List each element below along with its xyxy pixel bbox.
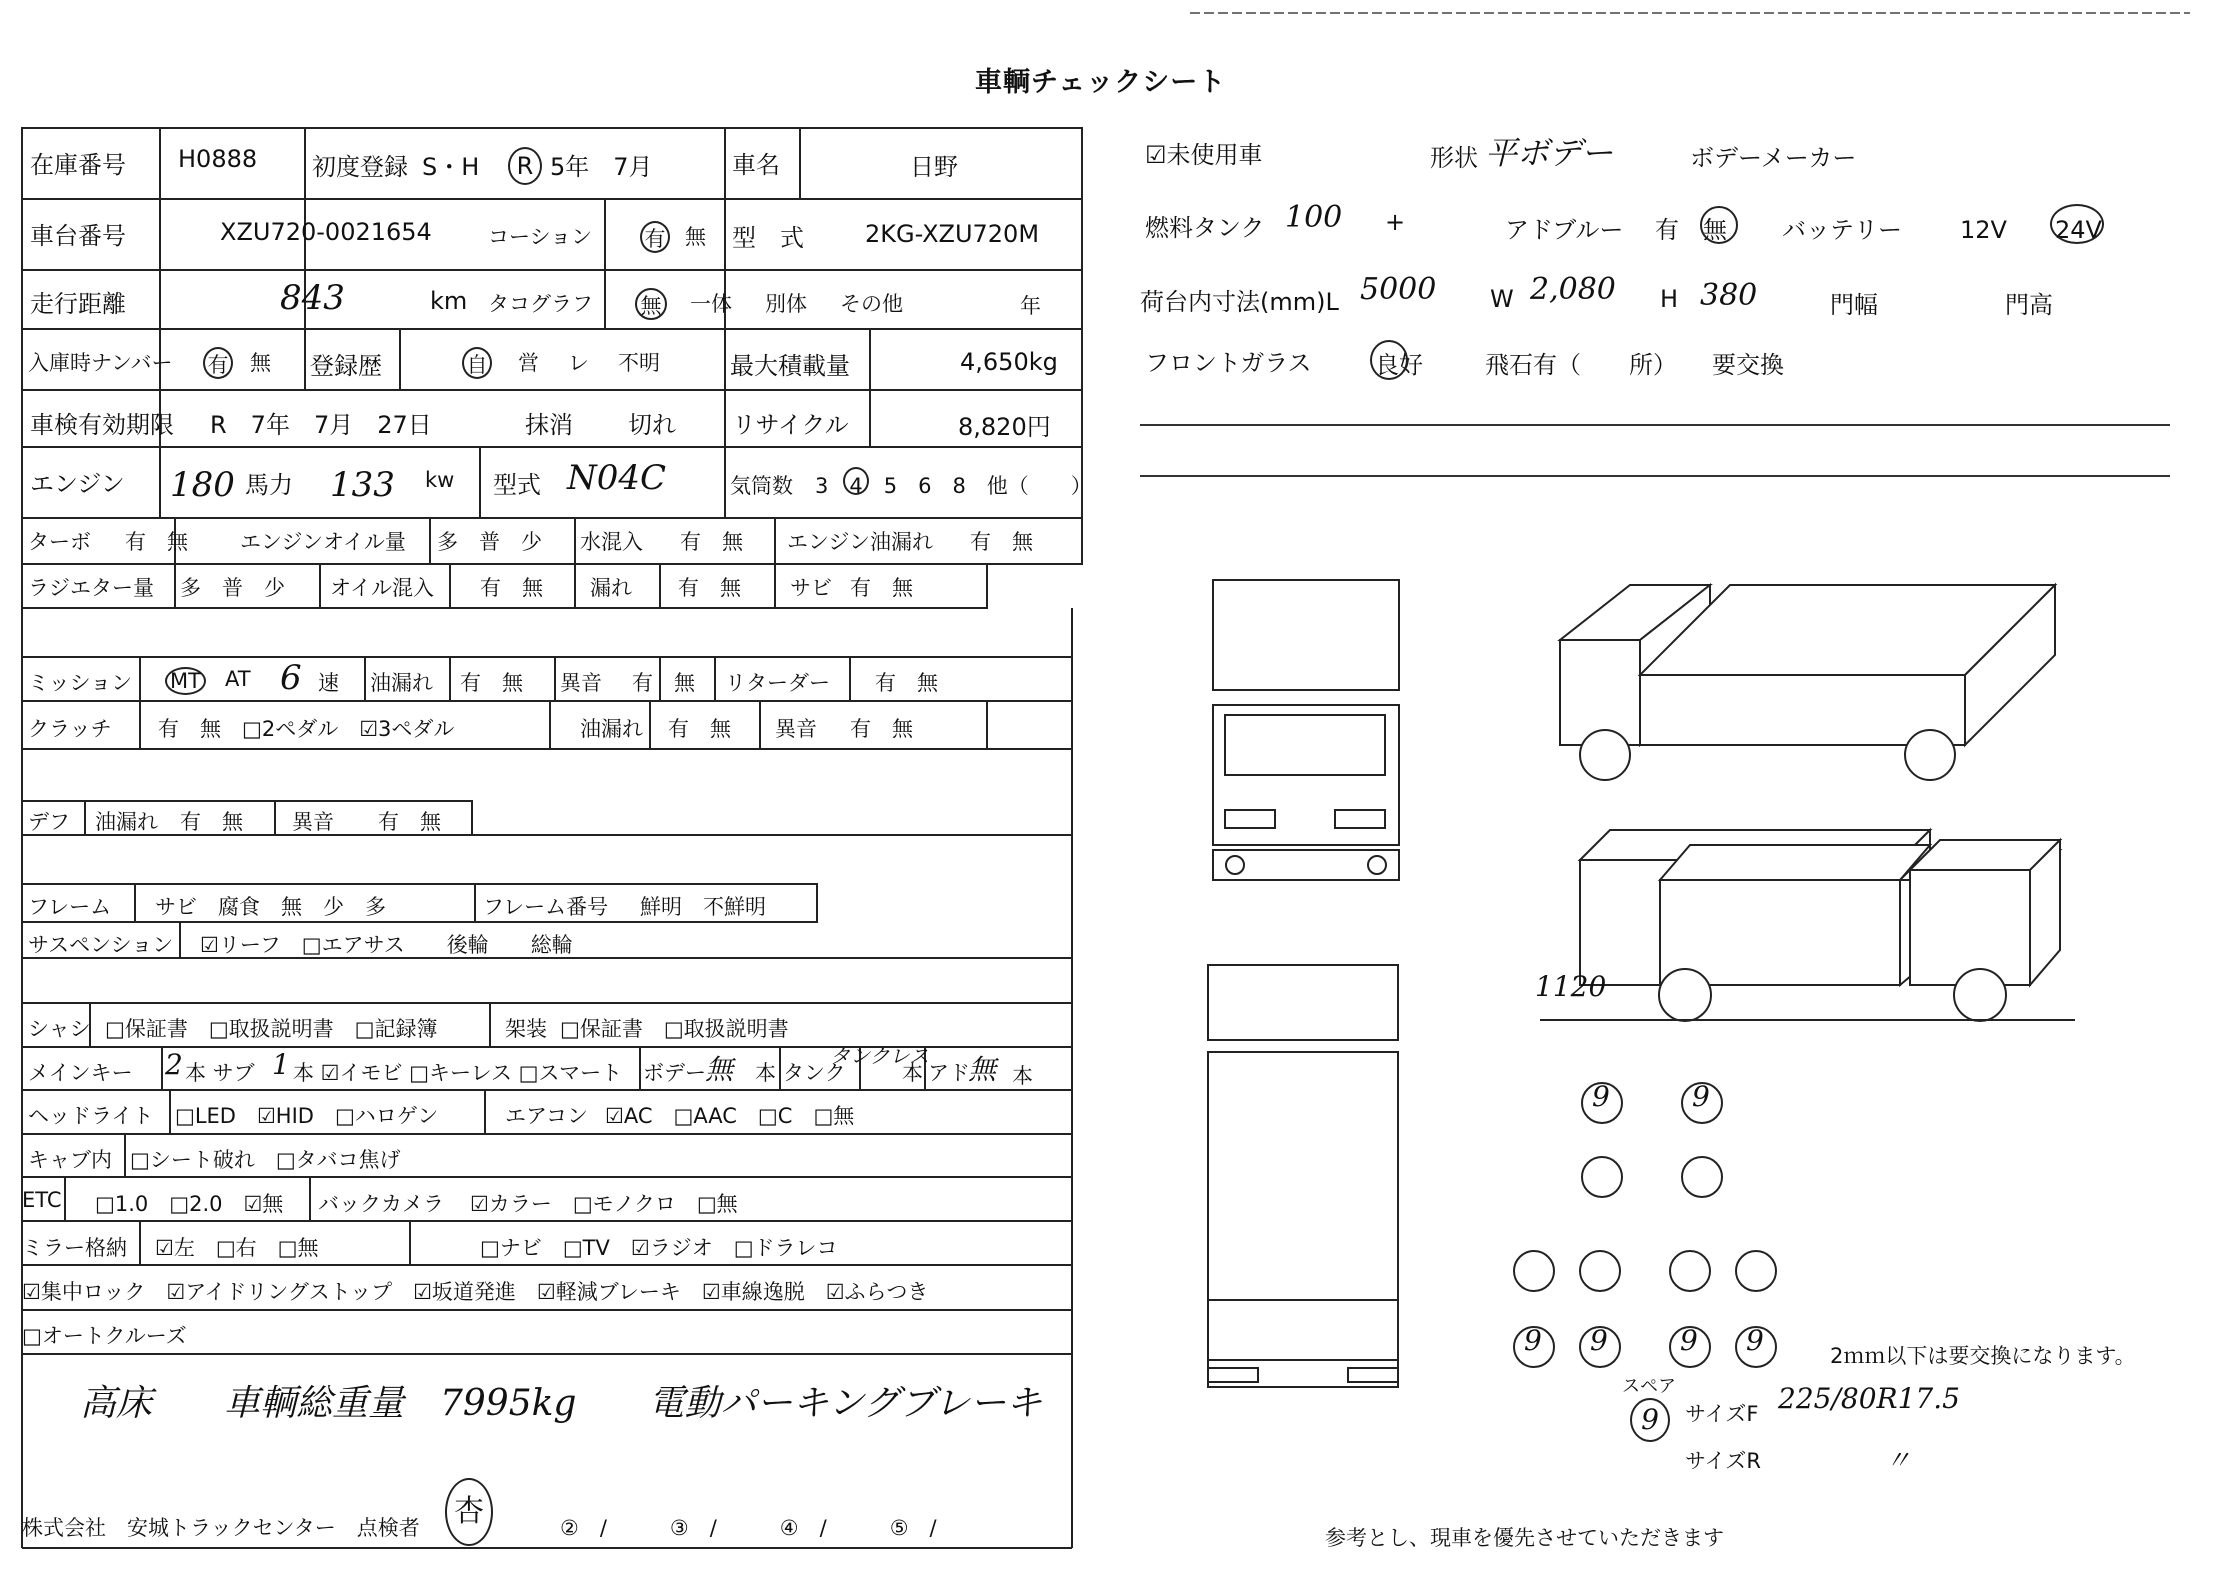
inspection-label: 車検有効期限 [30,411,174,439]
tachograph-other: その他 [840,292,903,316]
oil-mix-label: オイル混入 [330,576,434,600]
radiator-label: ラジエター量 [28,576,154,600]
cylinders-options: 3 4 5 6 8 他（ ） [815,474,1092,498]
first-reg-era: S・H [422,153,480,181]
adblue-options: 有 無 [1655,216,1727,244]
frame-options: サビ 腐食 無 少 多 [155,895,386,919]
tank-key-label: タンク [783,1061,846,1085]
back-camera-label: バックカメラ [318,1192,444,1216]
cab-options: □シート破れ □タバコ焦げ [130,1148,401,1172]
car-name-value: 日野 [910,153,958,181]
cylinder-4-circle [843,467,869,495]
battery-24v-circle [2050,204,2104,244]
spare-tire-value: 9 [1641,1403,1659,1436]
engine-leak-options: 有 無 [970,530,1033,554]
clutch-options: 有 無 □2ペダル ☑3ペダル [158,717,455,741]
retarder-options: 有 無 [875,671,938,695]
body-equip-label: 架装 [505,1017,547,1041]
inspection-value: R 7年 7月 27日 [210,411,432,439]
audio-options: □ナビ □TV ☑ラジオ □ドラレコ [480,1236,838,1260]
cruise-option: □オートクルーズ [22,1324,187,1348]
cargo-width: 2,080 [1530,272,1616,307]
size-rear-value: 〃 [1885,1446,1912,1476]
tire-fl: 9 [1592,1080,1610,1113]
recycle-label: リサイクル [732,411,849,439]
truck-side-view [1530,820,2090,1040]
tire-rr-inner: 9 [1680,1324,1698,1357]
engine-oil-options: 多 普 少 [437,530,542,554]
cylinders-label: 気筒数 [730,474,793,498]
entry-plate-no: 無 [250,351,271,375]
body-key-label: ボデー [643,1061,706,1085]
tank-key-unit: 本 [902,1061,923,1085]
mission-leak-label: 油漏れ [370,671,433,695]
cab-label: キャブ内 [28,1148,112,1172]
cargo-label: 荷台内寸法(mm)L [1140,288,1339,316]
water-options: 有 無 [680,530,743,554]
mileage-label: 走行距離 [30,290,126,318]
etc-label: ETC [22,1188,62,1212]
entry-plate-yes: 有 [203,347,233,379]
mission-at: AT [225,667,251,691]
coating-yes: 有 [640,221,670,253]
radiator-options: 多 普 少 [180,576,285,600]
frame-no-options: 鮮明 不鮮明 [640,895,766,919]
adblue-no-circle [1700,206,1738,244]
engine-label: エンジン [30,470,125,498]
inspector-stamp [445,1478,493,1546]
windshield-label: フロントガラス [1145,349,1312,377]
retarder-label: リターダー [725,671,830,695]
tachograph-year: 年 [1020,294,1041,318]
chassis-label: シャシ [28,1017,91,1041]
max-load-value: 4,650kg [960,348,1058,376]
reg-history-business: 営 [518,351,539,375]
engine-kw-label: kw [425,468,455,492]
first-reg-date: 5年 7月 [550,153,653,181]
adblue-key-value: 無 [968,1053,997,1086]
engine-kw-value: 133 [330,465,395,505]
tank-key-value: タンクレス [830,1044,929,1068]
mission-noise-label: 異音 [560,671,602,695]
coating-no: 無 [685,225,706,249]
diff-leak-options: 有 無 [180,810,243,834]
headlight-label: ヘッドライト [28,1104,154,1128]
battery-label: バッテリー [1782,216,1902,244]
size-front-value: 225/80R17.5 [1778,1382,1960,1415]
leak-label: 漏れ [590,576,632,600]
car-name-label: 車名 [732,151,780,179]
safety-options: ☑集中ロック ☑アイドリングストップ ☑坂道発進 ☑軽減ブレーキ ☑車線逸脱 ☑ふらつき [22,1280,929,1304]
suspension-label: サスペンション [28,933,174,957]
tachograph-integrated: 一体 [690,292,732,316]
tire-rl-outer: 9 [1524,1324,1542,1357]
model-label: 型 式 [732,224,804,252]
recycle-value: 8,820円 [958,413,1051,441]
body-equip-options: □保証書 □取扱説明書 [560,1017,789,1041]
truck-front-view [1205,575,1405,885]
truck-top-view [1200,960,1410,1420]
cargo-width-label: W [1490,285,1514,313]
diff-noise-options: 有 無 [378,810,441,834]
model-value: 2KG-XZU720M [865,220,1040,248]
height-value: 1120 [1535,970,1607,1003]
engine-type-label: 型式 [493,471,541,499]
reg-history-label: 登録歴 [310,352,382,380]
top-rule [1190,10,2190,16]
reg-history-rental: レ [568,351,589,375]
diff-leak-label: 油漏れ [95,810,158,834]
coating-label: コーション [488,225,593,249]
clutch-leak-label: 油漏れ [580,717,643,741]
mileage-unit: km [430,287,468,315]
battery-options: 12V 24V [1960,216,2102,244]
sub-key-count: 1 [272,1048,290,1081]
tachograph-separate: 別体 [765,292,807,316]
reg-history-unknown: 不明 [618,351,660,375]
tachograph-none: 無 [635,288,667,320]
spare-label: スペア [1622,1376,1676,1397]
mission-speed-label: 速 [318,671,339,695]
back-camera-options: ☑カラー □モノクロ □無 [470,1192,738,1216]
chassis-options: □保証書 □取扱説明書 □記録簿 [105,1017,438,1041]
main-key-options: 本 ☑イモビ □キーレス □スマート [293,1061,623,1085]
body-maker-label: ボデーメーカー [1690,144,1857,172]
entry-plate-label: 入庫時ナンバー [28,351,173,375]
windshield-chip: 飛石有（ 所） [1485,351,1677,379]
engine-leak-label: エンジン油漏れ [787,530,933,554]
engine-hp-label: 馬力 [245,471,293,499]
mirror-label: ミラー格納 [22,1236,127,1260]
spare-tire [1630,1398,1670,1442]
adblue-key-unit: 本 [1012,1064,1033,1088]
headlight-options: □LED ☑HID □ハロゲン [175,1104,439,1128]
reg-history-private: 自 [462,347,492,379]
fuel-tank-value: 100 [1285,200,1343,235]
chassis-no-value: XZU720-0021654 [220,218,432,246]
tire-rr-outer: 9 [1746,1324,1764,1357]
max-load-label: 最大積載量 [730,352,850,380]
disclaimer: 参考とし、現車を優先させていただきます [1325,1526,1724,1550]
shape-label: 形状 [1430,144,1478,172]
tire-note: 2ｍｍ以下は要交換になります。 [1830,1344,2136,1368]
turbo-options: 有 無 [125,530,188,554]
page-title: 車輌チェックシート [975,67,1227,98]
frame-no-label: フレーム番号 [483,895,609,919]
rust-options: 有 無 [850,576,913,600]
mission-label: ミッション [28,671,133,695]
cargo-height: 380 [1700,278,1758,313]
tachograph-label: タコグラフ [488,292,593,316]
inspection-cancel: 抹消 [525,411,573,439]
engine-hp-value: 180 [170,465,235,505]
adblue-label: アドブルー [1505,216,1624,244]
tire-fr: 9 [1692,1080,1710,1113]
mirror-options: ☑左 □右 □無 [155,1236,319,1260]
turbo-label: ターボ [28,530,91,554]
cargo-height-label: H [1660,285,1679,313]
cargo-length: 5000 [1360,272,1437,307]
shape-value: 平ボデー [1485,134,1614,172]
leak-options: 有 無 [678,576,741,600]
windshield-replace: 要交換 [1712,351,1784,379]
aircon-label: エアコン [505,1104,588,1128]
chassis-no-label: 車台番号 [30,222,126,250]
footer-slots: ② / ③ / ④ / ⑤ / [560,1516,937,1540]
main-key-label: メインキー [28,1061,133,1085]
fuel-tank-label: 燃料タンク [1145,214,1265,242]
clutch-leak-options: 有 無 [668,717,731,741]
body-key-unit: 本 [755,1061,776,1085]
clutch-label: クラッチ [28,717,112,741]
oil-mix-options: 有 無 [480,576,543,600]
remarks: 高床 車輌総重量 7995kg 電動パーキングブレーキ [80,1383,1042,1424]
door-height-label: 門高 [2005,291,2053,319]
inspection-expired: 切れ [628,411,676,439]
diff-noise-label: 異音 [292,810,334,834]
diff-label: デフ [28,810,70,834]
body-key-value: 無 [705,1053,734,1086]
size-front-label: サイズF [1685,1402,1759,1426]
mileage-value: 843 [280,278,345,318]
mission-speed-value: 6 [280,658,302,698]
suspension-options: ☑リーフ □エアサス 後輪 総輪 [200,933,573,957]
clutch-noise-options: 有 無 [850,717,913,741]
first-reg-era-circled: R [508,147,542,185]
footer-company: 株式会社 安城トラックセンター 点検者 [22,1516,420,1540]
door-width-label: 門幅 [1830,291,1878,319]
aircon-options: ☑AC □AAC □C □無 [605,1104,855,1128]
etc-options: □1.0 □2.0 ☑無 [95,1192,284,1216]
mission-leak-options: 有 無 [460,671,523,695]
main-key-sub: 本 サブ [185,1061,255,1085]
mission-mt: MT [165,667,206,695]
mission-noise-options: 有 無 [632,671,695,695]
first-reg-label: 初度登録 [312,153,408,181]
size-rear-label: サイズR [1685,1449,1761,1473]
adblue-key-label: アド [928,1061,970,1085]
right-rules [1130,410,2190,480]
engine-type-value: N04C [567,458,667,498]
inspector-stamp-text: 杏 [454,1494,484,1529]
water-label: 水混入 [580,530,643,554]
stock-label: 在庫番号 [30,151,126,179]
stock-value: H0888 [178,145,258,173]
engine-oil-label: エンジンオイル量 [240,530,406,554]
windshield-good-circle [1370,340,1408,380]
frame-label: フレーム [28,895,112,919]
unused-check: ☑未使用車 [1145,141,1263,169]
truck-iso-view [1550,555,2070,785]
tire-rl-inner: 9 [1590,1324,1608,1357]
rust-label: サビ [790,576,832,600]
fuel-tank-plus: + [1385,208,1406,236]
clutch-noise-label: 異音 [775,717,817,741]
main-key-count: 2 [165,1048,183,1081]
windshield-good: 良好 [1375,351,1423,379]
